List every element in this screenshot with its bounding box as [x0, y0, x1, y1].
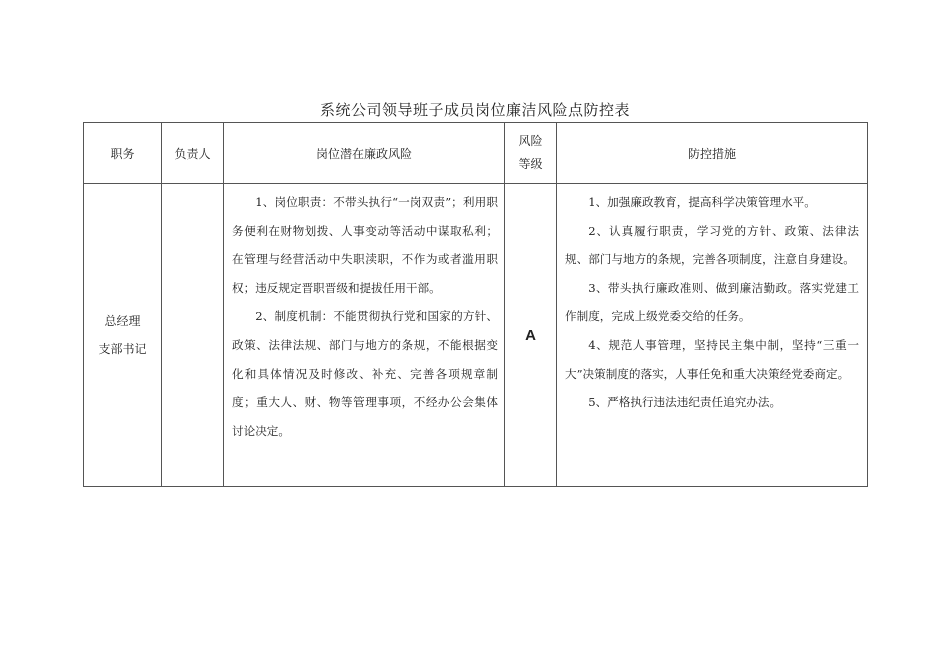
position-cell — [84, 184, 162, 487]
position-line1: 总经理 — [104, 314, 141, 328]
document-title: 系统公司领导班子成员岗位廉洁风险点防控表 — [319, 101, 630, 119]
measure-item: 4、规范人事管理，坚持民主集中制，坚持“三重一大”决策制度的落实，人事任免和重大决策经党委商定。 — [565, 337, 859, 381]
risk-level-cell: A — [505, 184, 557, 487]
header-person: 负责人 — [162, 123, 224, 184]
header-risk-level-line2: 等级 — [518, 157, 543, 171]
measure-item: 1、加强廉政教育，提高科学决策管理水平。 — [588, 195, 816, 209]
risk-item: 1、岗位职责：不带头执行“一岗双责”；利用职务便利在财物划拨、人事变动等活动中谋取私利；在管理与经营活动中失职渎职，不作为或者滥用职权；违反规定晋职晋级和提拔任用干部。 — [232, 195, 498, 295]
measure-item: 2、认真履行职责，学习党的方针、政策、法律法规、部门与地方的条规，完善各项制度，注意自身建设。 — [565, 223, 859, 267]
header-risk-level-line1: 风险 — [518, 134, 543, 148]
person-cell — [162, 184, 224, 487]
header-position: 职务 — [84, 123, 162, 184]
risk-item: 2、制度机制：不能贯彻执行党和国家的方针、政策、法律法规、部门与地方的条规，不能根据变化和具体情况及时修改、补充、完善各项规章制度；重大人、财、物等管理事项，不经办公会集体讨论决定。 — [232, 309, 498, 438]
header-row — [84, 123, 868, 184]
header-measures: 防控措施 — [557, 123, 868, 184]
measure-item: 5、严格执行违法违纪责任追究办法。 — [588, 395, 782, 410]
header-risk-level — [505, 123, 557, 184]
table-row — [84, 184, 868, 487]
risk-cell — [224, 184, 505, 487]
header-risk: 岗位潜在廉政风险 — [224, 123, 505, 184]
measures-cell — [557, 184, 868, 487]
measure-item: 3、带头执行廉政准则、做到廉洁勤政。落实党建工作制度，完成上级党委交给的任务。 — [565, 280, 859, 324]
risk-control-table — [83, 122, 868, 487]
position-line2: 支部书记 — [98, 342, 147, 356]
